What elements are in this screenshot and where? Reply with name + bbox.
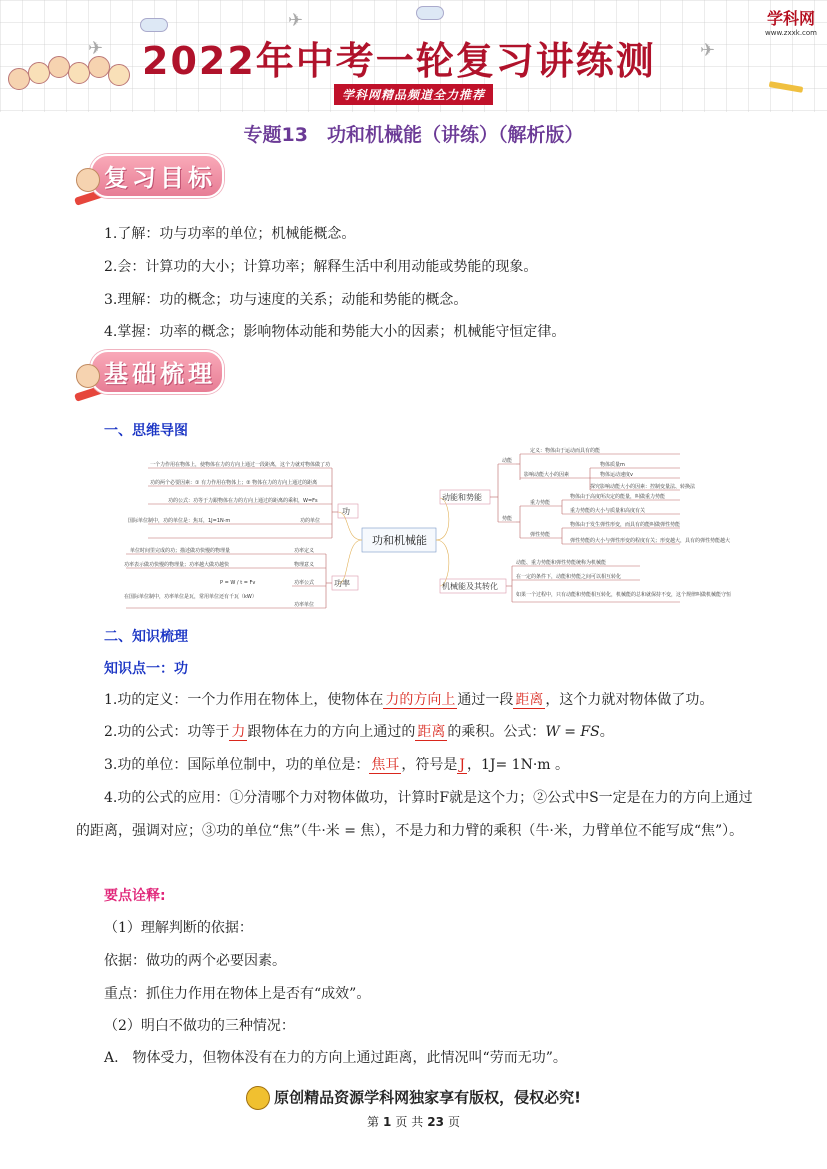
mindmap-formula: P = W / t = Fv <box>220 580 256 586</box>
explain-line: 重点：抓住力作用在物体上是否有“成效”。 <box>104 986 371 1002</box>
mindmap-branch-power: 功率 <box>334 579 350 588</box>
girl-icon <box>76 168 100 192</box>
mindmap-leaf: 动能、重力势能和弹性势能统称为机械能 <box>516 560 607 566</box>
heading-mindmap: 一、思维导图 <box>104 423 188 439</box>
work-formula: W = FS <box>545 724 600 740</box>
section-badge-review-goals <box>76 154 222 198</box>
answer-blank: 距离 <box>515 692 544 708</box>
mindmap-leaf: 国际单位制中，功的单位是：焦耳，1J=1N·m <box>128 518 231 524</box>
mindmap-branch-work: 功 <box>342 507 350 516</box>
mascot-icon <box>246 1086 270 1110</box>
answer-blank: J <box>459 757 465 773</box>
mindmap-leaf: 功率单位 <box>294 602 315 608</box>
goal-item: 2.会：计算功的大小；计算功率；解释生活中利用动能或势能的现象。 <box>104 259 538 275</box>
mindmap-leaf: 势能 <box>502 516 513 522</box>
mindmap-leaf: 影响动能大小的因素 <box>524 472 570 478</box>
paper-plane-icon: ✈ <box>88 38 104 59</box>
mindmap-leaf: 定义：物体由于运动而具有的能 <box>530 448 601 454</box>
girl-icon <box>76 364 100 388</box>
mindmap-leaf: 重力势能 <box>530 500 551 506</box>
page-number: 第 1 页 共 23 页 <box>367 1115 460 1129</box>
mindmap-leaf: 如果一个过程中，只有动能和势能相互转化，机械能的总和就保持不变，这个规律叫做机械能守恒 <box>516 592 732 598</box>
explain-line: （2）明白不做功的三种情况： <box>104 1018 295 1034</box>
children-illustration <box>4 52 138 106</box>
logo-text: 学科网 <box>767 9 816 28</box>
mindmap-leaf: 物体质量m <box>600 462 625 468</box>
answer-blank: 力 <box>231 724 246 740</box>
document-title: 专题13 功和机械能（讲练）（解析版） <box>243 124 584 146</box>
mindmap-leaf: 功的单位 <box>300 518 321 524</box>
knowledge-line-2: 2.功的公式：功等于 力 跟物体在力的方向上通过的 距离 的乘积。公式：W = FS。 <box>104 724 614 740</box>
mindmap-leaf: 一个力作用在物体上，使物体在力的方向上通过一段距离，这个力就对物体做了功 <box>150 462 331 468</box>
section-badge-basics <box>76 350 222 394</box>
explain-line: 依据：做功的两个必要因素。 <box>104 953 286 969</box>
mindmap-center: 功和机械能 <box>372 534 427 547</box>
mindmap-leaf: 探究影响动能大小的因素：控制变量法、转换法 <box>590 484 696 490</box>
mindmap-branch-energy: 动能和势能 <box>442 493 482 502</box>
mindmap-leaf: 物体由于发生弹性形变，而具有的能叫做弹性势能 <box>570 522 681 528</box>
mindmap-leaf: 功的两个必要因素：① 有力作用在物体上；② 物体在力的方向上通过的距离 <box>150 480 318 486</box>
banner-tagline: 学科网精品频道全力推荐 <box>334 84 493 105</box>
mindmap-leaf: 物体运动速度v <box>600 472 633 478</box>
mindmap-leaf: 在国际单位制中，功率单位是瓦，常用单位还有千瓦（kW） <box>124 594 257 600</box>
answer-blank: 力的方向上 <box>385 692 456 708</box>
mindmap-leaf: 单位时间里完成的功；描述做功快慢的物理量 <box>130 548 231 554</box>
mindmap-leaf: 物理意义 <box>294 562 315 568</box>
mindmap-leaf: 功的公式：功等于力跟物体在力的方向上通过的距离的乘积，W=Fs <box>168 498 318 504</box>
paper-plane-icon: ✈ <box>700 40 716 61</box>
banner-title: 2022年中考一轮复习讲练测 <box>142 39 656 83</box>
knowledge-line-4: 4.功的公式的应用：①分清哪个力对物体做功，计算时F就是这个力；②公式中S一定是在力的方向上通过的距离，强调对应；③功的单位“焦”（牛·米 = 焦），不是力和力臂的乘积（牛·米，力臂单位不能写成“焦”）。 <box>76 790 753 839</box>
mindmap-leaf: 物体由于高度所决定的能量，叫做重力势能 <box>570 494 666 500</box>
answer-blank: 距离 <box>417 724 446 740</box>
mindmap-leaf: 弹性势能的大小与弹性形变的程度有关；形变越大，具有的弹性势能越大 <box>570 538 731 544</box>
key-points-label: 要点诠释: <box>104 888 166 904</box>
goal-item: 1.了解：功与功率的单位；机械能概念。 <box>104 226 356 242</box>
mindmap-leaf: 功率表示做功快慢的物理量；功率越大做功越快 <box>124 562 230 568</box>
knowledge-line-1: 1.功的定义：一个力作用在物体上，使物体在 力的方向上 通过一段 距离 ，这个力就对物体做了功。 <box>104 692 714 708</box>
answer-blank: 焦耳 <box>371 757 400 773</box>
logo-url: www.zxxk.com <box>765 29 817 37</box>
mindmap-branch-mechanical: 机械能及其转化 <box>442 582 498 591</box>
header-banner <box>0 0 827 112</box>
mindmap-leaf: 弹性势能 <box>530 532 551 538</box>
site-logo[interactable] <box>765 6 817 37</box>
paper-plane-icon: ✈ <box>288 10 304 31</box>
heading-knowledge: 二、知识梳理 <box>104 629 188 645</box>
mindmap-leaf: 功率公式 <box>294 580 315 586</box>
mindmap-leaf: 在一定的条件下，动能和势能之间可以相互转化 <box>516 574 622 580</box>
badge-label: 复习目标 <box>104 163 216 192</box>
mindmap-leaf: 功率定义 <box>294 548 315 554</box>
pencil-icon <box>769 81 804 93</box>
mind-map-diagram <box>120 446 732 616</box>
badge-label: 基础梳理 <box>104 359 216 388</box>
mindmap-leaf: 重力势能的大小与质量和高度有关 <box>570 508 646 514</box>
mindmap-leaf: 动能 <box>502 458 513 464</box>
goal-item: 4.掌握：功率的概念；影响物体动能和势能大小的因素；机械能守恒定律。 <box>104 324 566 340</box>
knowledge-line-3: 3.功的单位：国际单位制中，功的单位是： 焦耳 ，符号是 J ，1J= 1N·m 。 <box>104 757 570 773</box>
cloud-icon <box>416 6 444 20</box>
explain-line: A. 物体受力，但物体没有在力的方向上通过距离，此情况叫“劳而无功”。 <box>104 1050 567 1066</box>
copyright-notice: 原创精品资源学科网独家享有版权，侵权必究! <box>0 1086 827 1110</box>
goal-item: 3.理解：功的概念；功与速度的关系；动能和势能的概念。 <box>104 292 468 308</box>
knowledge-point-title: 知识点一：功 <box>104 661 188 677</box>
explain-line: （1）理解判断的依据： <box>104 920 253 936</box>
